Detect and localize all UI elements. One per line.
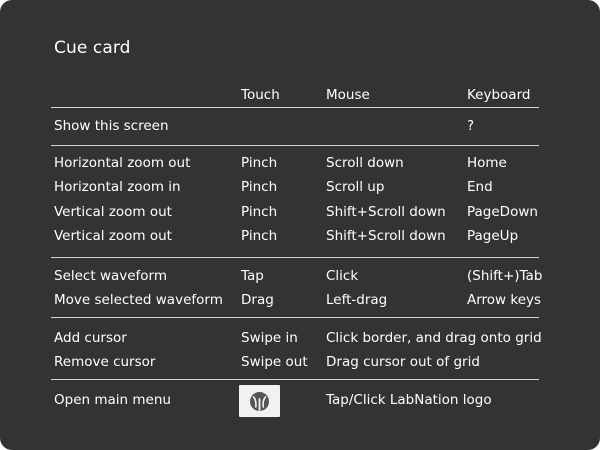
row-keyboard: ?: [467, 118, 475, 134]
row-mouse: Shift+Scroll down: [326, 228, 446, 244]
header-mouse: Mouse: [326, 87, 370, 103]
row-action: Horizontal zoom out: [54, 155, 191, 171]
row-mouse: Drag cursor out of grid: [326, 354, 480, 370]
labnation-logo-icon: [249, 391, 270, 412]
row-action: Show this screen: [54, 118, 169, 134]
row-touch: Pinch: [241, 179, 278, 195]
divider: [51, 379, 539, 380]
row-touch: Pinch: [241, 228, 278, 244]
row-touch: Tap: [241, 268, 264, 284]
row-mouse: Scroll up: [326, 179, 385, 195]
row-keyboard: Home: [467, 155, 507, 171]
divider: [51, 107, 539, 108]
row-action: Move selected waveform: [54, 292, 223, 308]
divider: [51, 257, 539, 258]
divider: [51, 317, 539, 318]
row-touch: Swipe out: [241, 354, 308, 370]
row-action: Add cursor: [54, 330, 127, 346]
card-title: Cue card: [54, 38, 131, 58]
row-touch: Pinch: [241, 204, 278, 220]
row-action: Remove cursor: [54, 354, 156, 370]
row-action: Open main menu: [54, 392, 171, 408]
header-keyboard: Keyboard: [467, 87, 531, 103]
row-touch: Pinch: [241, 155, 278, 171]
row-action: Vertical zoom out: [54, 228, 172, 244]
row-keyboard: Arrow keys: [467, 292, 542, 308]
row-mouse: Shift+Scroll down: [326, 204, 446, 220]
row-mouse: Click border, and drag onto grid: [326, 330, 542, 346]
row-keyboard: PageDown: [467, 204, 538, 220]
row-touch: Drag: [241, 292, 274, 308]
row-keyboard: (Shift+)Tab: [467, 268, 543, 284]
row-mouse: Click: [326, 268, 359, 284]
row-mouse: Tap/Click LabNation logo: [326, 392, 492, 408]
divider: [51, 145, 539, 146]
row-action: Select waveform: [54, 268, 168, 284]
labnation-logo-icon[interactable]: [239, 385, 280, 417]
row-keyboard: PageUp: [467, 228, 519, 244]
row-action: Horizontal zoom in: [54, 179, 181, 195]
row-mouse: Scroll down: [326, 155, 404, 171]
row-mouse: Left-drag: [326, 292, 388, 308]
row-action: Vertical zoom out: [54, 204, 172, 220]
row-touch: Swipe in: [241, 330, 298, 346]
header-touch: Touch: [241, 87, 280, 103]
row-keyboard: End: [467, 179, 493, 195]
